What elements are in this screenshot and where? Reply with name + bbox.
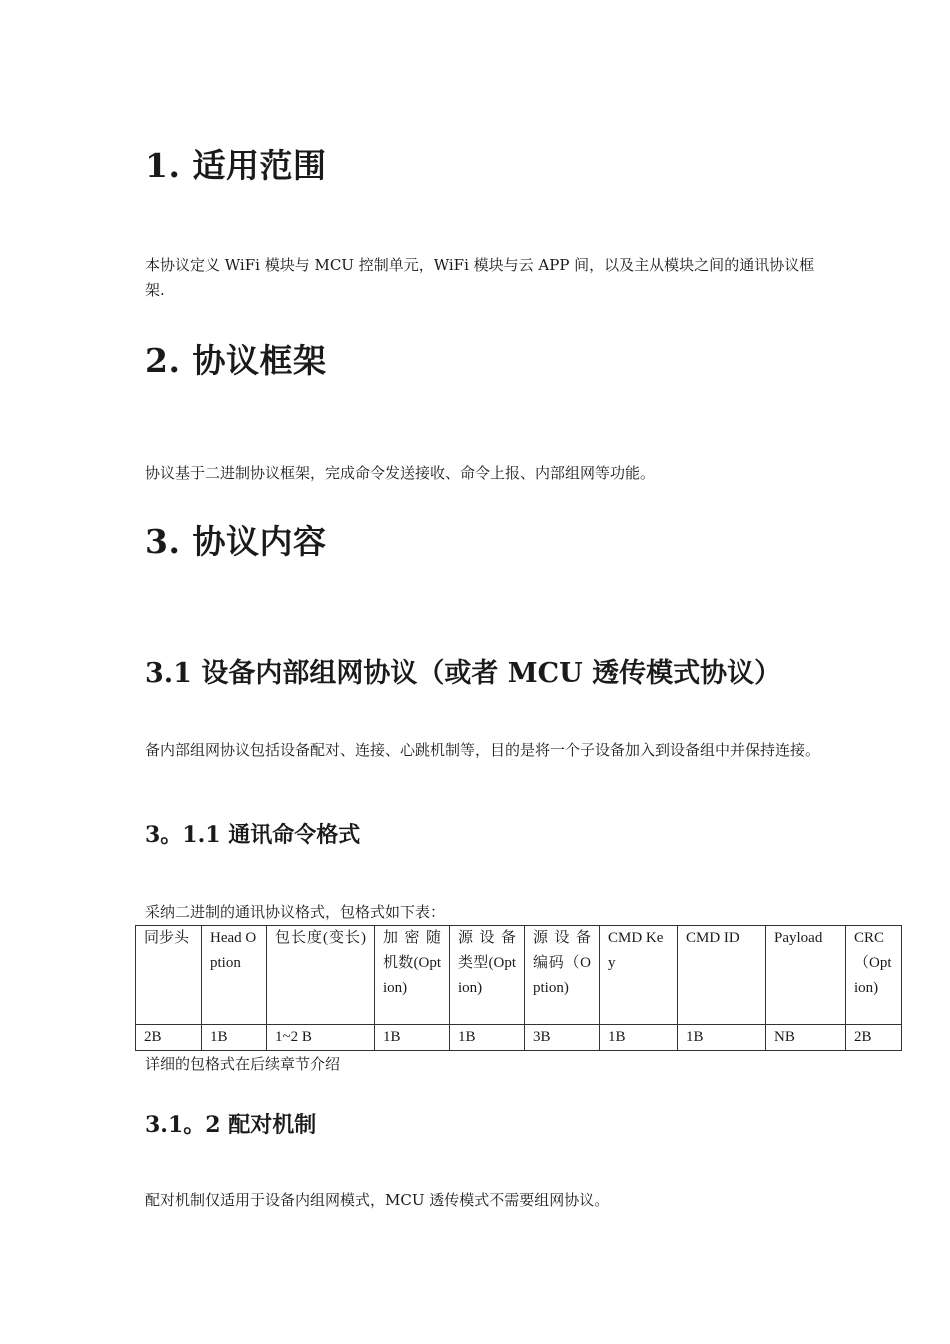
value-cell: 1B (202, 1025, 267, 1051)
table-header-row (136, 926, 902, 1025)
value-cell: 1B (450, 1025, 525, 1051)
header-cell: CMD ID (678, 926, 766, 1025)
section-3-heading: 3. 协议内容 (145, 522, 327, 561)
section-2-body: 协议基于二进制协议框架，完成命令发送接收、命令上报、内部组网等功能。 (145, 464, 656, 482)
header-cell: 同步头 (136, 926, 202, 1025)
section-2-heading: 2. 协议框架 (145, 341, 327, 380)
header-cell: 加密随机数(Option) (375, 926, 450, 1025)
value-cell: NB (766, 1025, 846, 1051)
section-3-1-1-heading: 3。1.1 通讯命令格式 (145, 822, 361, 848)
packet-format-table (135, 925, 902, 1051)
section-3-1-heading: 3.1 设备内部组网协议（或者 MCU 透传模式协议） (145, 658, 782, 689)
table-note: 详细的包格式在后续章节介绍 (145, 1055, 341, 1073)
table-row (136, 1025, 902, 1051)
section-1-heading: 1. 适用范围 (145, 146, 327, 185)
value-cell: 1~2 B (267, 1025, 375, 1051)
value-cell: 1B (678, 1025, 766, 1051)
header-cell: CRC（Option) (846, 926, 902, 1025)
section-3-1-body: 备内部组网协议包括设备配对、连接、心跳机制等，目的是将一个子设备加入到设备组中并保持连接。 (145, 741, 821, 759)
table-intro: 采纳二进制的通讯协议格式，包格式如下表： (145, 903, 446, 921)
value-cell: 1B (375, 1025, 450, 1051)
section-1-body: 本协议定义 WiFi 模块与 MCU 控制单元，WiFi 模块与云 APP 间，以及主从模块之间的通讯协议框架. (145, 256, 815, 299)
header-cell: 源设备编码（Option) (525, 926, 600, 1025)
value-cell: 3B (525, 1025, 600, 1051)
value-cell: 1B (600, 1025, 678, 1051)
section-3-1-2-heading: 3.1。2 配对机制 (145, 1112, 317, 1138)
value-cell: 2B (136, 1025, 202, 1051)
value-cell: 2B (846, 1025, 902, 1051)
header-cell: 包长度(变长) (267, 926, 375, 1025)
section-3-1-2-body: 配对机制仅适用于设备内组网模式，MCU 透传模式不需要组网协议。 (145, 1191, 610, 1209)
header-cell: Payload (766, 926, 846, 1025)
header-cell: 源设备类型(Option) (450, 926, 525, 1025)
header-cell: Head Option (202, 926, 267, 1025)
header-cell: CMD Key (600, 926, 678, 1025)
